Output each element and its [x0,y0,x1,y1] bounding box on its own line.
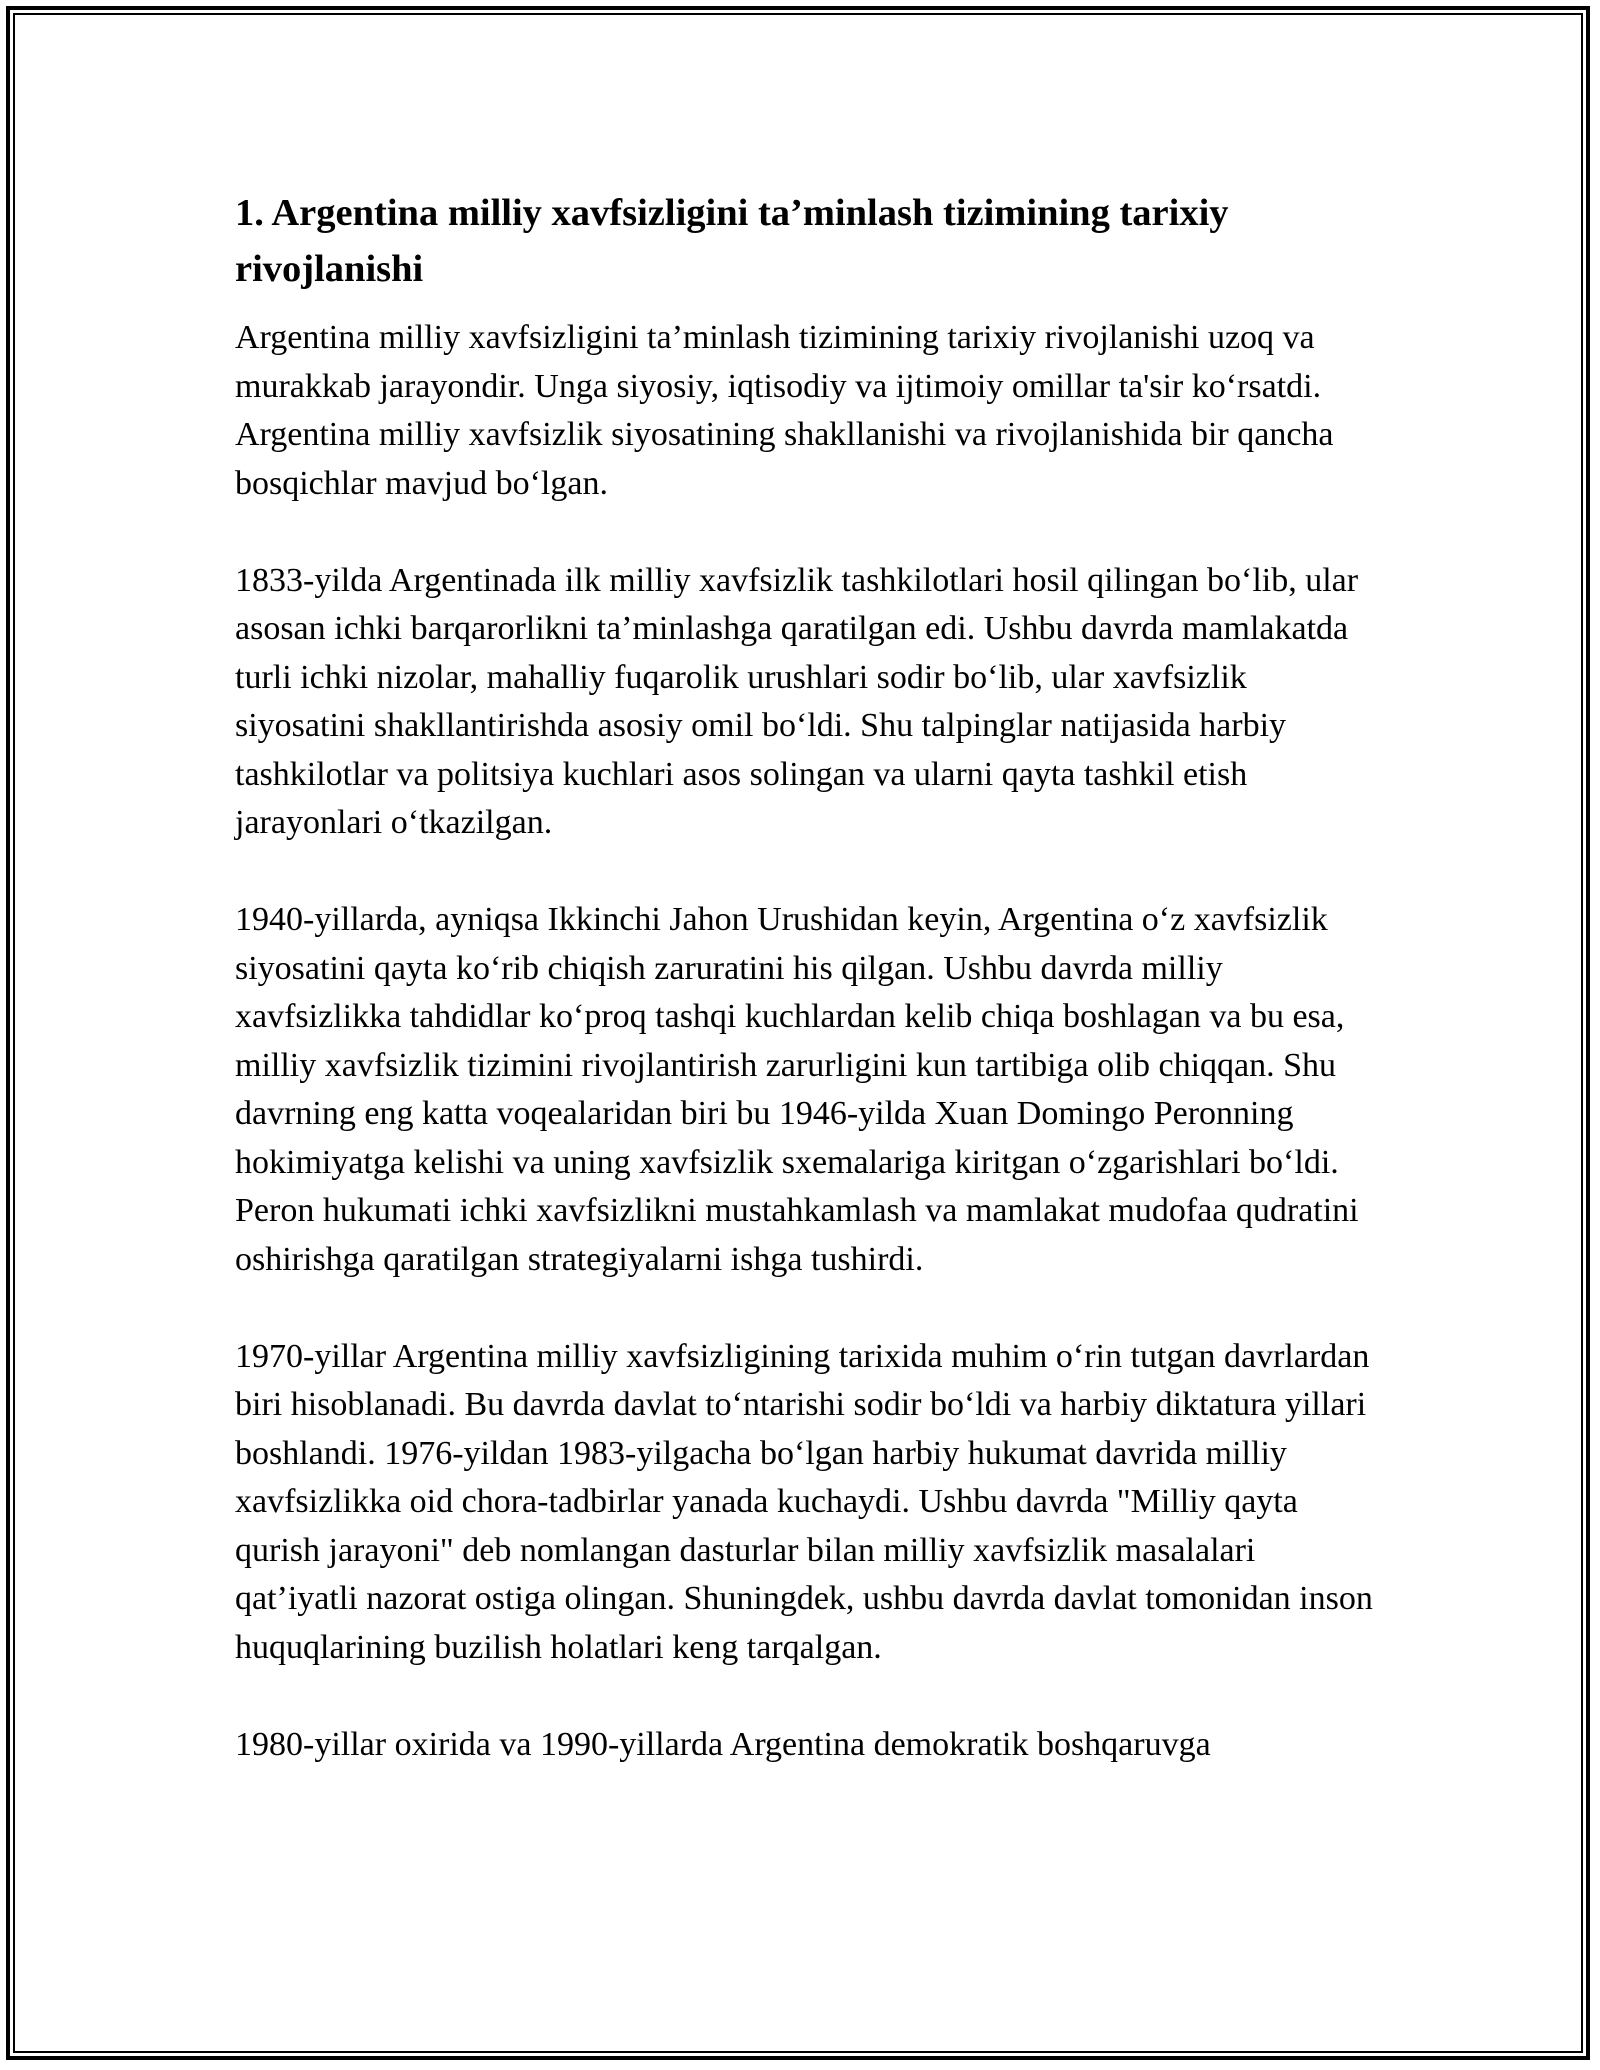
document-body [235,185,1375,1818]
paragraph-1833: 1833-yilda Argentinada ilk milliy xavfsizlik tashkilotlari hosil qilingan boʻlib, ular asosan ichki barqarorlikni ta’minlashga qaratilgan edi. Ushbu davrda mamlakatda turli ichki nizolar, mahalliy fuqarolik urushlari sodir boʻlib, ular xavfsizlik siyosatini shakllantirishda asosiy omil boʻldi. Shu talpinglar natijasida harbiy tashkilotlar va politsiya kuchlari asos solingan va ularni qayta tashkil etish jarayonlari oʻtkazilgan. [235,561,1359,841]
section-heading: 1. Argentina milliy xavfsizligini ta’minlash tizimining tarixiy rivojlanishi [235,192,1229,290]
paragraph-1980s: 1980-yillar oxirida va 1990-yillarda Argentina demokratik boshqaruvga [235,1725,1211,1763]
paragraph-intro: Argentina milliy xavfsizligini ta’minlash tizimining tarixiy rivojlanishi uzoq va murakkab jarayondir. Unga siyosiy, iqtisodiy va ijtimoiy omillar ta'sir koʻrsatdi. Argentina milliy xavfsizlik siyosatining shakllanishi va rivojlanishida bir qancha bosqichlar mavjud boʻlgan. [235,319,1334,502]
paragraph-1940s: 1940-yillarda, ayniqsa Ikkinchi Jahon Urushidan keyin, Argentina oʻz xavfsizlik siyosatini qayta koʻrib chiqish zaruratini his qilgan. Ushbu davrda milliy xavfsizlikka tahdidlar koʻproq tashqi kuchlardan kelib chiqa boshlagan va bu esa, milliy xavfsizlik tizimini rivojlantirish zarurligini kun tartibiga olib chiqqan. Shu davrning eng katta voqealaridan biri bu 1946-yilda Xuan Domingo Peronning hokimiyatga kelishi va uning xavfsizlik sxemalariga kiritgan oʻzgarishlari boʻldi. Peron hukumati ichki xavfsizlikni mustahkamlash va mamlakat mudofaa qudratini oshirishga qaratilgan strategiyalarni ishga tushirdi. [235,901,1359,1278]
paragraph-1970s: 1970-yillar Argentina milliy xavfsizligining tarixida muhim oʻrin tutgan davrlardan biri hisoblanadi. Bu davrda davlat toʻntarishi sodir boʻldi va harbiy diktatura yillari boshlandi. 1976-yildan 1983-yilgacha boʻlgan harbiy hukumat davrida milliy xavfsizlikka oid chora-tadbirlar yanada kuchaydi. Ushbu davrda "Milliy qayta qurish jarayoni" deb nomlangan dasturlar bilan milliy xavfsizlik masalalari qat’iyatli nazorat ostiga olingan. Shuningdek, ushbu davrda davlat tomonidan inson huquqlarining buzilish holatlari keng tarqalgan. [235,1337,1373,1666]
